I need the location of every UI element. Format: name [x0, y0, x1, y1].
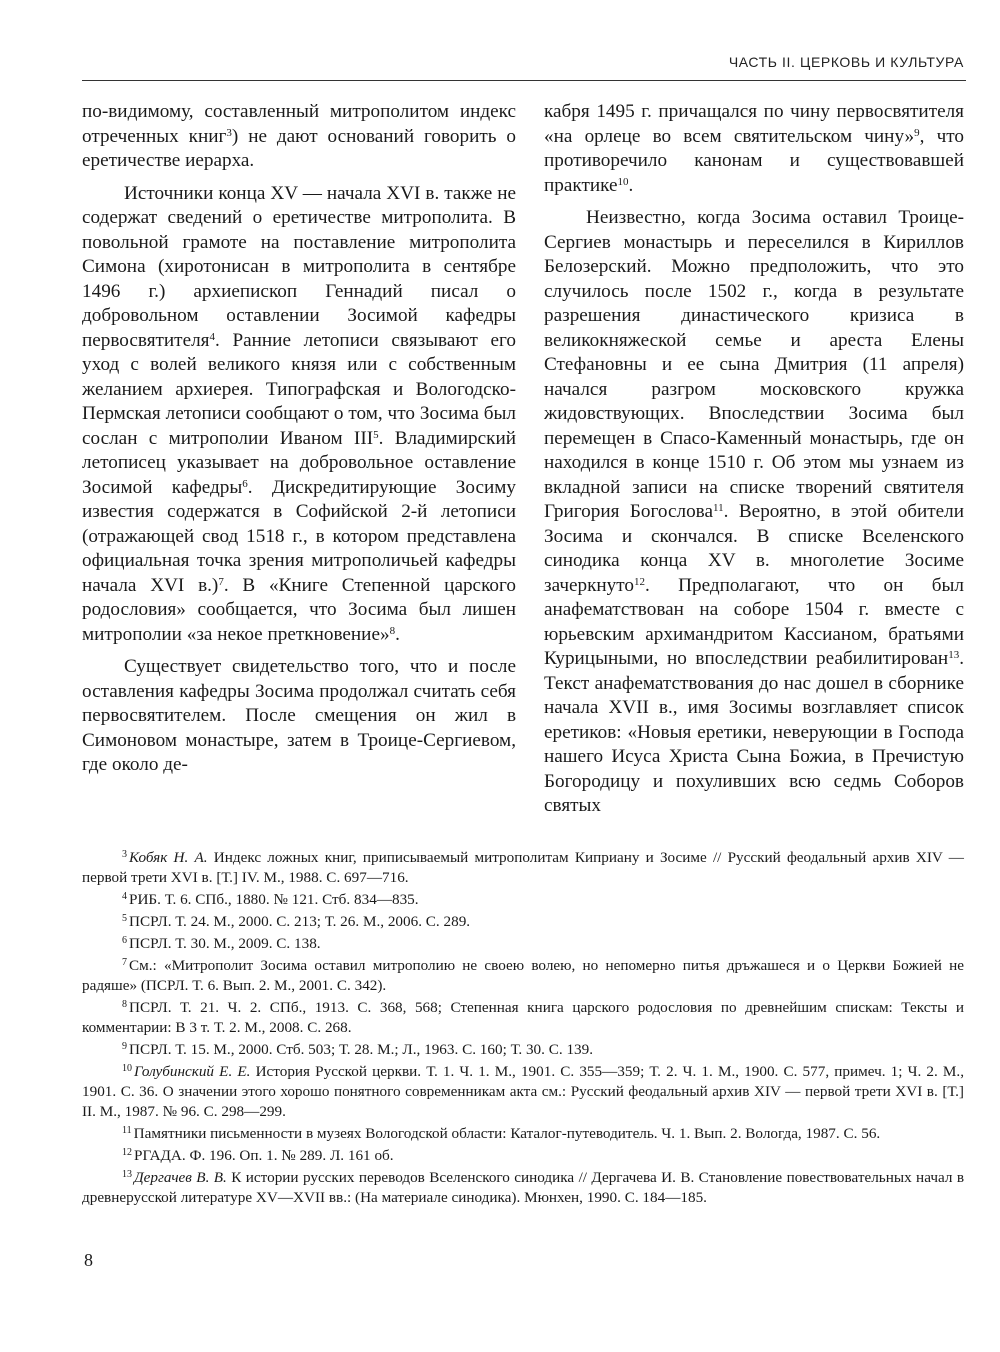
paragraph: по-видимому, составленный митрополитом индекс отреченных книг$^3$) не дают оснований говорить о еретичестве иерарха.: [82, 101, 516, 171]
header-rule: [82, 80, 966, 81]
footnote-ref[interactable]: 6: [242, 477, 248, 490]
footnote: $^{10}$ Голубинский Е. Е. История Русской церкви. Т. 1. Ч. 1. М., 1901. С. 355—359; Т. 2. Ч. 1. М., 1900. С. 577, примеч. 1; Ч. 2. М., 1901. С. 36. О значении этого хорошо понятного современникам акта см.: Русский феодальный архив XIV — первой трети XVI в. [Т.] II. М., 1987. № 96. С. 298—299.: [82, 1063, 965, 1120]
paragraph: Неизвестно, когда Зосима оставил Троице-Сергиев монастырь и переселился в Кириллов Белозерский. Можно предположить, что это случилось после 1502 г., когда в результате разрешения династического кризиса в великокняжеской семье и ареста Елены Стефановны и ее сына Дмитрия (11 апреля) начался разгром московского кружка жидовствующих. Впоследствии Зосима был перемещен в Спасо-Каменный монастырь, где он находился в конце 1510 г. Об этом мы узнаем из вкладной записи на списке творений святителя Григория Богослова$^{11}$. Вероятно, в этой обители Зосима и скончался. В списке Вселенского синодика конца XV в. многолетие Зосиме зачеркнуто$^{12}$. Предполагают, что он был анафематствован на соборе 1504 г. вместе с юрьевским архимандритом Кассианом, братьями Курицыными, но впоследствии реабилитирован$^{13}$. Текст анафематствования до нас дошел в сборнике начала XVII в., имя Зосимы возглавляет список еретиков: «Новыя еретики, неверующии в Господа нашего Исуса Христа Сына Божиа, в Пречистую Богородицу и похуливших всю седмь Соборов святых: [544, 207, 964, 816]
running-head: ЧАСТЬ II. ЦЕРКОВЬ И КУЛЬТУРА: [728, 54, 964, 70]
paragraph: Источники конца XV — начала XVI в. также не содержат сведений о еретичестве митрополита. В повольной грамоте на поставление митрополита Симона (хиротонисан в митрополита в сентябре 1496 г.) архиепископ Геннадий писал о добровольном оставлении Зосимой кафедры первосвятителя$^4$. Ранние летописи связывают его уход с волей великого князя или с собственным желанием архиерея. Типографская и Вологодско-Пермская летописи сообщают о том, что Зосима был сослан с митрополии Иваном III$^5$. Владимирский летописец указывает на добровольное оставление Зосимой кафедры$^6$. Дискредитирующие Зосиму известия содержатся в Софийской 2-й летописи (отражающей свод 1518 г., в котором представлена официальная точка зрения митрополичьей кафедры начала XVI в.)$^7$. В «Книге Степенной царского родословия» сообщается, что Зосима был лишен митрополии «за некое преткновение»$^8$.: [82, 182, 516, 645]
paragraph: Существует свидетельство того, что и после оставления кафедры Зосима продолжал считать себя первосвятителем. После смещения он жил в Симоновом монастыре, затем в Троице-Сергиевом, где около де-: [82, 656, 516, 775]
footnote-ref[interactable]: 5: [373, 428, 379, 441]
footnote: $^4$ РИБ. Т. 6. СПб., 1880. № 121. Стб. 834—835.: [122, 891, 419, 908]
footnote: $^7$ См.: «Митрополит Зосима оставил митрополию не своею волею, но непомерно питья дръжашеся и о Церкви Божией не радяше» (ПСРЛ. Т. 6. Вып. 2. М., 2001. С. 342).: [82, 957, 964, 994]
footnote: $^{13}$ Дергачев В. В. К истории русских переводов Вселенского синодика // Дергачева И. В. Становление повествовательных начал в древнерусской литературе XV—XVII вв.: (На материале синодика). Мюнхен, 1990. С. 184—185.: [82, 1169, 964, 1206]
left-column: [82, 100, 516, 778]
footnote-ref[interactable]: 7: [218, 575, 224, 588]
footnote: $^8$ ПСРЛ. Т. 21. Ч. 2. СПб., 1913. С. 368, 568; Степенная книга царского родословия по древнейшим спискам: Тексты и комментарии: В 3 т. Т. 2. М., 2008. С. 268.: [82, 999, 964, 1036]
footnote-ref[interactable]: 13: [948, 649, 960, 661]
footnotes: [82, 848, 964, 1210]
footnote-ref[interactable]: 11: [713, 502, 724, 514]
footnote: $^3$ Кобяк Н. А. Индекс ложных книг, приписываемый митрополитам Киприану и Зосиме // Русский феодальный архив XIV — первой трети XVI в. [Т.] IV. М., 1988. С. 697—716.: [82, 849, 964, 886]
footnote-ref[interactable]: 3: [226, 126, 232, 139]
footnote: $^{11}$ Памятники письменности в музеях Вологодской области: Каталог-путеводитель. Ч. 1. Вып. 2. Вологда, 1987. С. 56.: [122, 1125, 881, 1142]
footnote-ref[interactable]: 9: [914, 126, 920, 139]
footnote: $^9$ ПСРЛ. Т. 15. М., 2000. Стб. 503; Т. 28. М.; Л., 1963. С. 160; Т. 30. С. 139.: [122, 1041, 594, 1058]
footnote: $^5$ ПСРЛ. Т. 24. М., 2000. С. 213; Т. 26. М., 2006. С. 289.: [122, 913, 471, 930]
footnote-ref[interactable]: 4: [209, 330, 215, 343]
right-column: [544, 100, 964, 819]
paragraph: кабря 1495 г. причащался по чину первосвятителя «на орлеце во всем святительском чину»$^9$, что противоречило канонам и существовавшей практике$^{10}$.: [544, 101, 964, 196]
footnote: $^{12}$ РГАДА. Ф. 196. Оп. 1. № 289. Л. 161 об.: [122, 1147, 394, 1164]
page-number: 8: [84, 1250, 93, 1270]
footnote: $^6$ ПСРЛ. Т. 30. М., 2009. С. 138.: [122, 935, 321, 952]
footnote-ref[interactable]: 10: [617, 175, 629, 188]
footnote-ref[interactable]: 8: [389, 624, 396, 637]
footnote-ref[interactable]: 12: [634, 575, 645, 588]
